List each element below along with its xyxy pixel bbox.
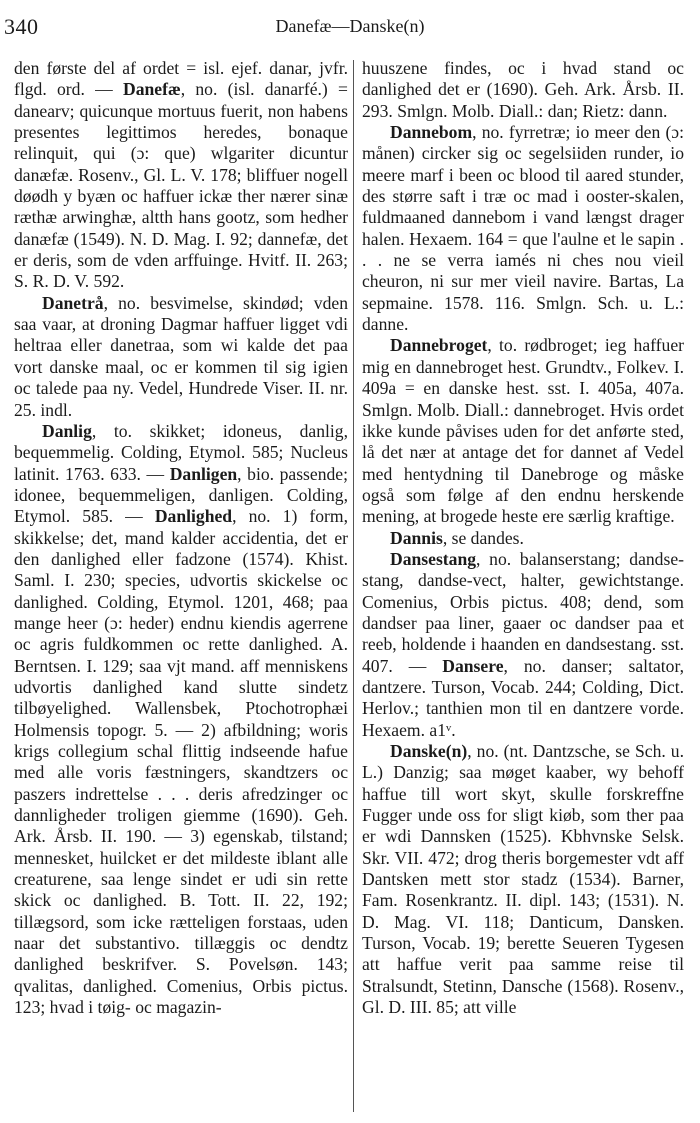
running-head: Danefæ—Danske(n): [275, 16, 425, 36]
entry-text: , no. danser; saltator, dantzere. Turson, Vocab. 244; Colding, Dict. Herlov.; tanthien mon til en dantzere vorde. Hexaem. a1ᵛ.: [362, 655, 684, 740]
entry-text: , no. fyrretræ; io meer den (ɔ: månen) circker sig oc segelsiiden runder, io meere marf i been oc blood til aared stunder, des større saft i træ oc mad i ooster-skalen, fuldmaaned dannebom i vand længst drager halen. Hexaem. 164 = que l'aulne et le sapin . . . ne se verra iamés ni ches nou vieil cheuron, ni sur mer vieil navire. Bartas, La sepmaine. 1578. 116. Smlgn. Sch. u. L.: danne.: [362, 122, 684, 335]
entry-headword: Danlighed: [154, 506, 233, 527]
page-header: [0, 14, 700, 44]
entry-text: , se dandes.: [442, 527, 524, 548]
dictionary-entry: [14, 293, 348, 421]
page-number: 340: [4, 14, 39, 39]
entry-headword: Dansere: [442, 655, 504, 676]
entry-text: , no. (isl. danarfé.) = danearv; quicunque mortuus fuerit, non habens presentes legittimos heredes, bonaque relinquit, qui (ɔ: que) wlgariter dicuntur danæfæ. Rosenv., Gl. L. V. 178; bliffuer nogell døødh y byæn oc haffuer ickæ ther nærer sinæ ræthæ arwinghæ, altth hans gootz, som hedher danæfæ (1549). N. D. Mag. I. 92; dannefæ, det er deris, som de vden arffuinge. Hvitf. II. 263; S. R. D. V. 592.: [14, 79, 348, 292]
entry-text: , to. rødbroget; ieg haffuer mig en dannebroget hest. Grundtv., Folkev. I. 409a = en danske hest. sst. I. 405a, 407a. Smlgn. Molb. Diall.: dannebroget. Hvis ordet ikke kunde påvises uden for det anførte sted, lå det nær at antage det for dannet af Vedel med hentydning til Danebroge og måske også som følge af den endnu herskende mening, at brogede heste ere særlig kraftige.: [362, 335, 684, 527]
dictionary-entry: [362, 335, 684, 527]
dictionary-entry: [362, 122, 684, 335]
entry-text: huuszene findes, oc i hvad stand oc danlighed det er (1690). Geh. Ark. Årsb. II. 293. Smlgn. Molb. Diall.: dan; Rietz: dann.: [362, 58, 684, 121]
entry-headword: Danske(n): [390, 741, 468, 761]
entry-headword: Danefæ: [123, 79, 181, 100]
entry-text: , no. 1) form, skikkelse; det, mand kalder accidentia, det er den danlighed eller fadzone (1574). Khist. Saml. I. 230; species, udvortis skickelse oc danlighed. Colding, Etymol. 1201, 468; paa mange heer (ɔ: heder) endnu kiendis agerrene oc agris fuldkommen oc rette danlighed. A. Berntsen. I. 129; saa vjt mand. aff menniskens udvortis danlighed kand slutte sindetz tilbøyelighed. Wallensbek, Ptochotrophæi Holmensis topogr. 5. — 2) afbildning; woris krigs collegium schal flittig indseende hafue med alle voris fæstningers, skandtzers oc paszers indrettelse . . . deris afredzinger oc dannligheder troligen giemme (1690). Geh. Ark. Årsb. II. 190. — 3) egenskab, tilstand; mennesket, huilcket er det mildeste iblant alle creaturene, saa lenge sindet er udi sin rette skick oc danlighed. B. Tott. II. 22, 192; tillægsord, som icke rætteligen forstaas, uden naar det substantivo. tillæggis oc dendtz danlighed beskrifver. S. Povelsøn. 143; qvalitas, danlighed. Comenius, Orbis pictus. 123; hvad i tøig- oc magazin-: [14, 506, 348, 1018]
entry-text: , no. besvimelse, skindød; vden saa vaar, at droning Dagmar haffuer ligget vdi heltraa eller danetraa, som wi kalde det paa vort danske maal, oc er kommen til sig igien oc talede paa ny. Vedel, Hundrede Viser. II. nr. 25. indl.: [14, 292, 348, 420]
dictionary-entry: [362, 528, 684, 549]
entry-headword: Dannebom: [390, 122, 473, 143]
dictionary-entry: [362, 58, 684, 122]
entry-headword: Dansestang: [390, 548, 477, 569]
dictionary-entry: [362, 549, 684, 741]
entry-text: , to. skikket; idoneus, danlig, bequemmelig. Colding, Etymol. 585; Nucleus latinit. 1763. 633. —: [14, 420, 348, 484]
entry-text: , no. balanserstang; dandse-stang, dandse-vect, halter, gewichtstange. Comenius, Orbis pictus. 408; dend, som dandser paa liner, gaaer oc dandser paa et reeb, holdende i haanden en dandsestang. sst. 407. —: [362, 548, 684, 676]
entry-text: den første del af ordet = isl. ejef. danar, jvfr. flgd. ord. —: [14, 58, 348, 100]
entry-text: , bio. passende; idonee, bequemmeligen, danligen. Colding, Etymol. 585. —: [14, 463, 348, 527]
left-column: [14, 58, 348, 1018]
column-divider: [353, 60, 354, 1112]
entry-headword: Danligen: [169, 463, 238, 484]
right-column: [362, 58, 684, 1018]
entry-text: , no. (nt. Dantzsche, se Sch. u. L.) Danzig; saa møget kaaber, wy behoff haffue till wort skyt, skulle forskreffne Fugger unde oss for sligt kiøb, som ther paa er wdi Dannsken (1525). Kbhvnske Selsk. Skr. VII. 472; drog theris borgemester vdt aff Dantsken mett stor stadz (1534). Barner, Fam. Rosenkrantz. II. dipl. 143; (1531). N. D. Mag. VI. 118; Danticum, Dansken. Turson, Vocab. 19; berette Seueren Tygesen att haffue verit paa samme reise til Stralsundt, Stetinn, Dansche (1568). Rosenv., Gl. D. III. 85; att ville: [362, 741, 684, 1018]
dictionary-entry: [14, 421, 348, 1019]
entry-headword: Dannebroget: [390, 335, 488, 356]
entry-headword: Danetrå: [42, 292, 104, 313]
dictionary-entry: [14, 58, 348, 293]
entry-headword: Danlig: [42, 420, 92, 441]
dictionary-entry: [362, 741, 684, 1018]
entry-headword: Dannis: [390, 527, 443, 548]
